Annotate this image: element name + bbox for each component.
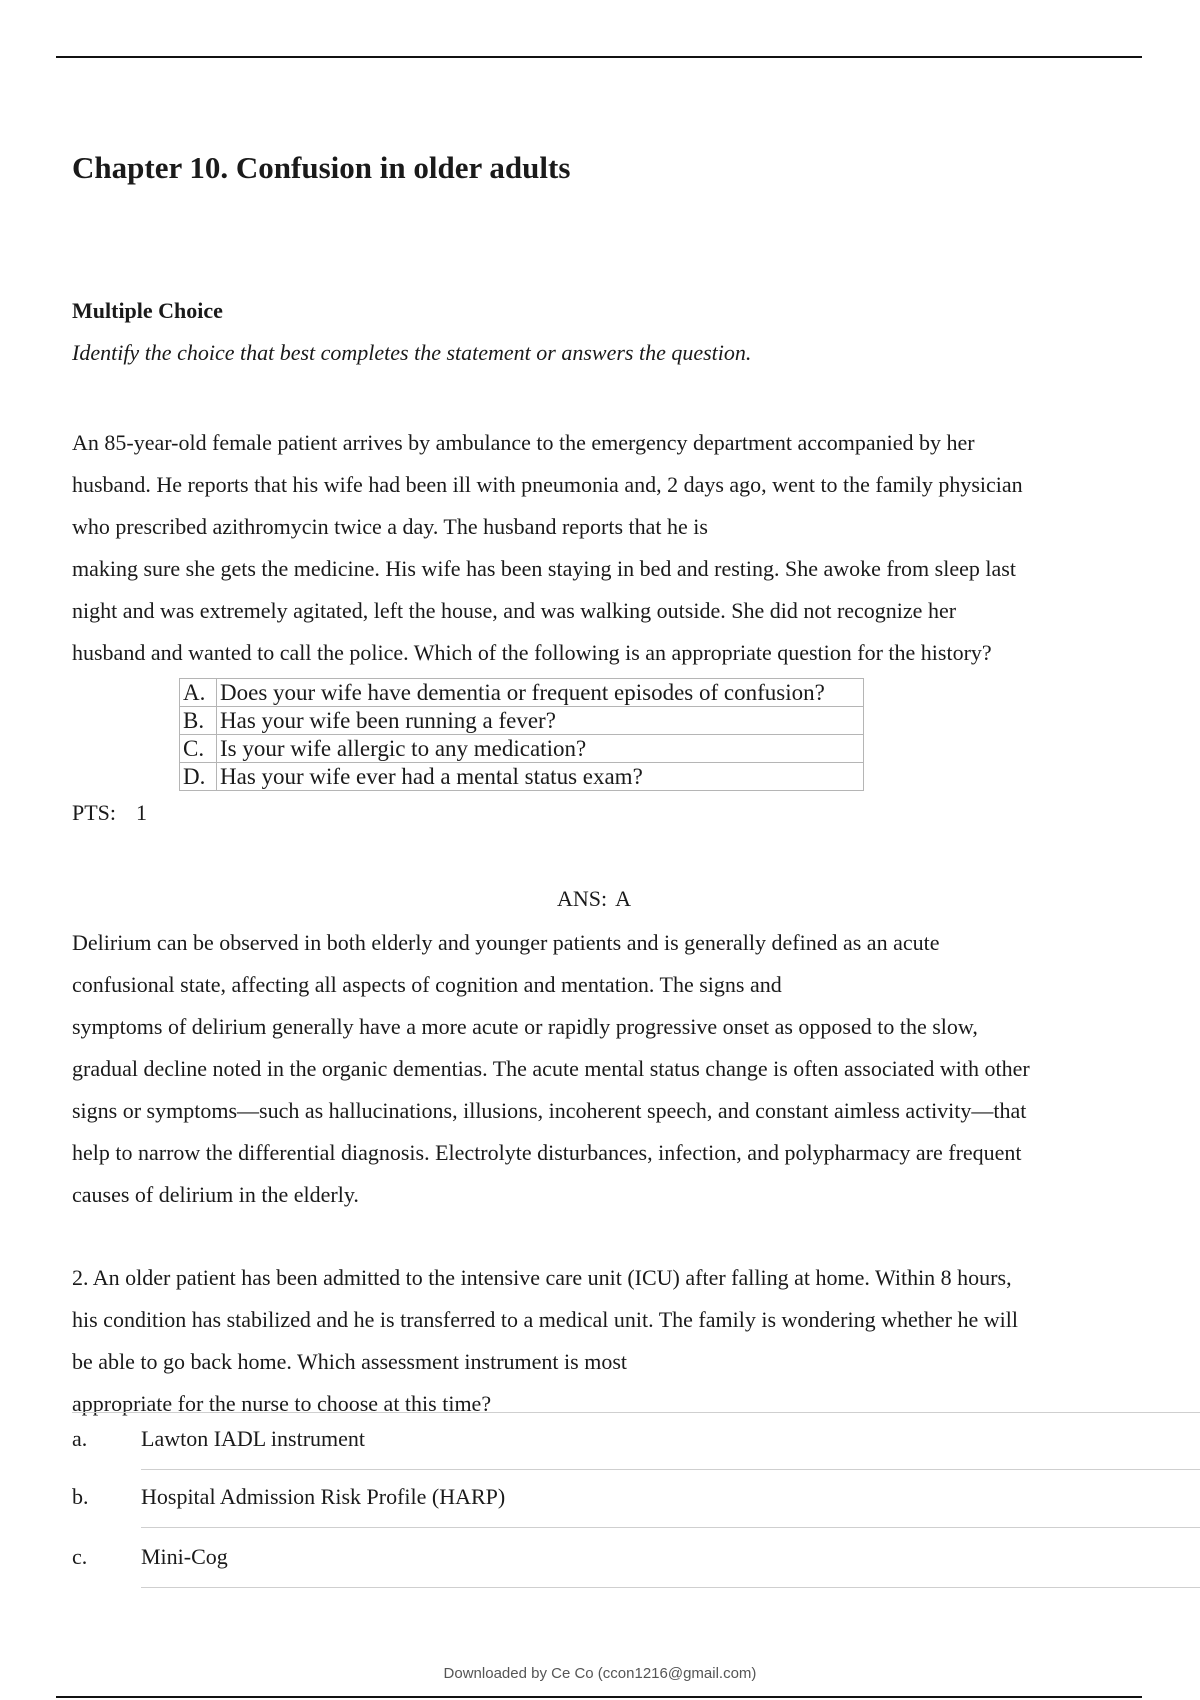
stem-line: husband and wanted to call the police. Which of the following is an appropriate question for the history?: [72, 640, 992, 665]
rationale-line: gradual decline noted in the organic dementias. The acute mental status change is often associated with other: [72, 1056, 1030, 1081]
option-text: Lawton IADL instrument: [141, 1426, 366, 1451]
choice-row[interactable]: [180, 707, 864, 735]
rationale-line: Delirium can be observed in both elderly and younger patients and is generally defined as an acute: [72, 930, 940, 955]
question2-stem: [72, 1257, 1132, 1425]
top-rule: [56, 56, 1142, 58]
rationale-line: causes of delirium in the elderly.: [72, 1182, 359, 1207]
option-row[interactable]: [72, 1412, 1200, 1470]
choice-letter: B.: [180, 707, 217, 735]
stem-line: 2. An older patient has been admitted to the intensive care unit (ICU) after falling at home. Within 8 hours,: [72, 1265, 1012, 1290]
option-text: Mini-Cog: [141, 1544, 228, 1569]
question1-choices-table: [179, 678, 864, 791]
option-divider: [141, 1527, 1200, 1528]
rationale-line: symptoms of delirium generally have a more acute or rapidly progressive onset as opposed to the slow,: [72, 1014, 978, 1039]
choice-letter: D.: [180, 763, 217, 791]
choice-text: Is your wife allergic to any medication?: [217, 735, 864, 763]
instructions: Identify the choice that best completes the statement or answers the question.: [72, 340, 752, 365]
stem-line: night and was extremely agitated, left the house, and was walking outside. She did not recognize her: [72, 598, 957, 623]
choice-text: Does your wife have dementia or frequent episodes of confusion?: [217, 679, 864, 707]
option-letter: a.: [72, 1426, 88, 1451]
stem-line: husband. He reports that his wife had been ill with pneumonia and, 2 days ago, went to the family physician: [72, 472, 1023, 497]
option-row[interactable]: [72, 1530, 1200, 1588]
option-text: Hospital Admission Risk Profile (HARP): [141, 1484, 506, 1509]
option-divider: [141, 1587, 1200, 1588]
stem-line: making sure she gets the medicine. His wife has been staying in bed and resting. She awoke from sleep last: [72, 556, 1016, 581]
ans-label: ANS:: [557, 886, 608, 911]
question1-rationale: [72, 922, 1132, 1216]
stem-line: appropriate for the nurse to choose at this time?: [72, 1391, 492, 1416]
answer: [557, 886, 631, 912]
download-footer: Downloaded by Ce Co (ccon1216@gmail.com): [443, 1665, 757, 1682]
rationale-line: signs or symptoms—such as hallucinations, illusions, incoherent speech, and constant aimless activity—that: [72, 1098, 1027, 1123]
option-row[interactable]: [72, 1470, 1200, 1528]
stem-line: be able to go back home. Which assessment instrument is most: [72, 1349, 627, 1374]
rationale-line: help to narrow the differential diagnosis. Electrolyte disturbances, infection, and polypharmacy are frequent: [72, 1140, 1022, 1165]
stem-line: his condition has stabilized and he is transferred to a medical unit. The family is wondering whether he will: [72, 1307, 1018, 1332]
question1-stem: [72, 422, 1132, 674]
pts-label: PTS:: [72, 800, 117, 825]
choice-text: Has your wife ever had a mental status exam?: [217, 763, 864, 791]
stem-line: An 85-year-old female patient arrives by ambulance to the emergency department accompanied by her: [72, 430, 975, 455]
option-letter: b.: [72, 1484, 89, 1509]
choice-letter: C.: [180, 735, 217, 763]
bottom-rule: [56, 1696, 1142, 1698]
chapter-title: Chapter 10. Confusion in older adults: [72, 150, 571, 185]
choice-row[interactable]: [180, 679, 864, 707]
pts-value: 1: [136, 800, 148, 825]
choice-letter: A.: [180, 679, 217, 707]
rationale-line: confusional state, affecting all aspects of cognition and mentation. The signs and: [72, 972, 782, 997]
ans-value: A: [615, 886, 632, 911]
option-letter: c.: [72, 1544, 88, 1569]
section-heading: Multiple Choice: [72, 298, 223, 323]
stem-line: who prescribed azithromycin twice a day. The husband reports that he is: [72, 514, 708, 539]
choice-text: Has your wife been running a fever?: [217, 707, 864, 735]
points: [72, 800, 147, 826]
choice-row[interactable]: [180, 763, 864, 791]
choice-row[interactable]: [180, 735, 864, 763]
